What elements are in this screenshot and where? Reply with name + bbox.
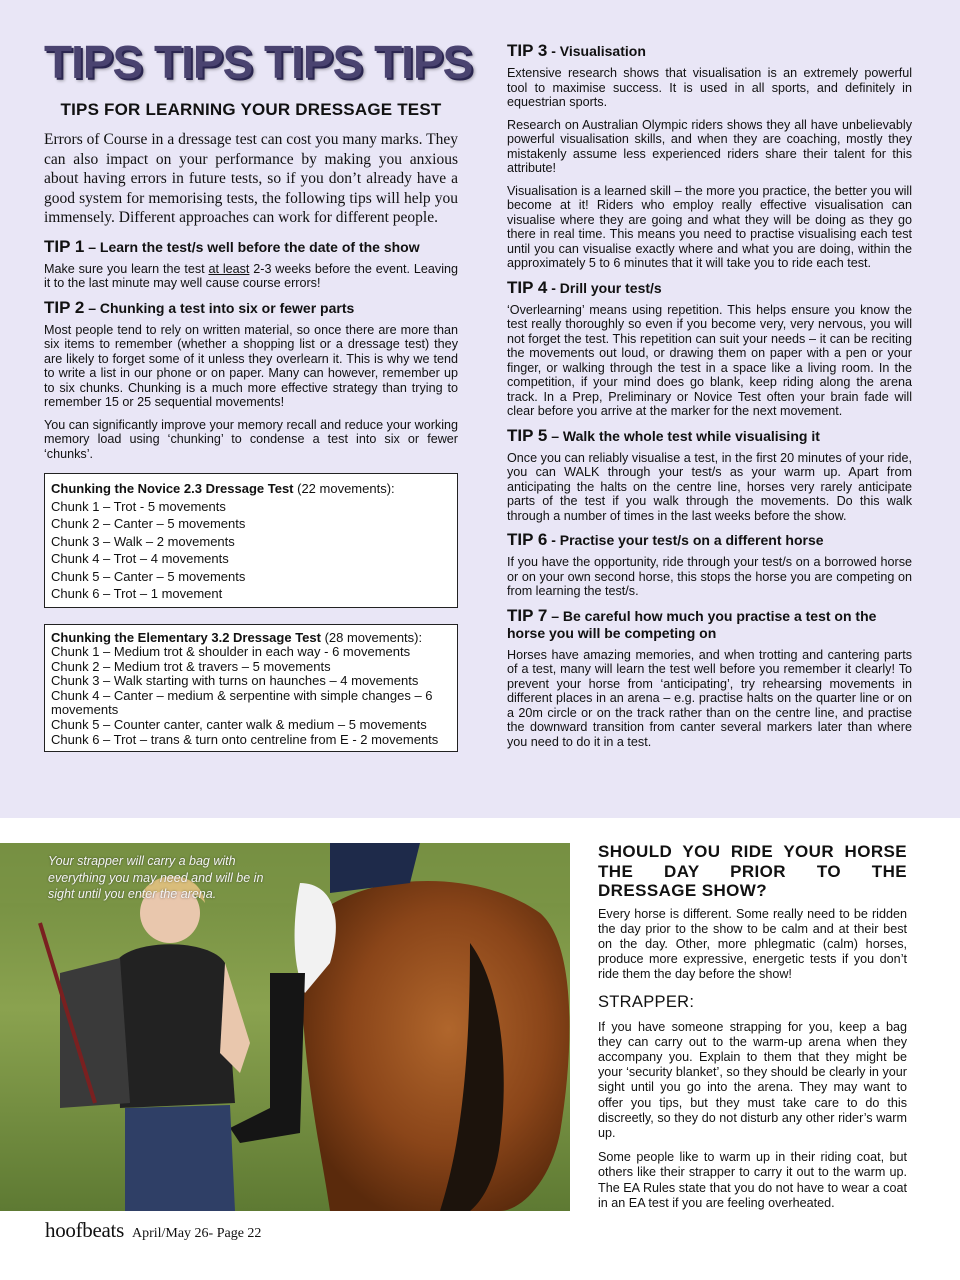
bottom-right-column [598,842,907,1220]
novice-box-title: Chunking the Novice 2.3 Dressage Test (22 movements): [51,481,395,496]
tip-3-paragraph: Extensive research shows that visualisation is an extremely powerful tool to maximise success. It is used in all sports, and definitely in equestrian sports. [507,66,912,109]
tip-3-heading: TIP 3 - Visualisation [507,41,646,60]
page-title: TIPS TIPS TIPS TIPS [44,36,473,88]
tip-2-paragraph: Most people tend to rely on written material, so once there are more than six items to remember (whether a shopping list or a dressage test) they are likely to forget some of it unless they overlearn it. This is why we tend to write a list in our phone or on paper. Many can however, remember up to six chunks. Chunking is a much more effective strategy than trying to remember 15 or 25 sequential movements! [44,322,458,409]
page-number: April/May 26- Page 22 [131,1226,262,1241]
section-subtitle: TIPS FOR LEARNING YOUR DRESSAGE TEST [60,100,442,119]
tip-6-heading: TIP 6 - Practise your test/s on a different horse [507,530,824,549]
tip-6-paragraph: If you have the opportunity, ride through your test/s on a borrowed horse or on your own second horse, this stops the horse you are competing on from learning the test/s. [507,555,912,598]
chunk-item: Chunk 4 – Canter – medium & serpentine with simple changes – 6 movements [51,687,433,718]
chunk-item: Chunk 6 – Trot – 1 movement [51,586,223,601]
tip-1-heading: TIP 1 – Learn the test/s well before the date of the show [44,236,420,256]
chunk-item: Chunk 1 – Trot - 5 movements [51,498,226,514]
elementary-chunk-box [44,624,458,753]
chunk-item: Chunk 3 – Walk starting with turns on haunches – 4 movements [51,673,419,689]
chunk-item: Chunk 2 – Medium trot & travers – 5 movements [51,658,331,674]
strapper-heading: STRAPPER: [598,992,695,1011]
tip-2-paragraph: You can significantly improve your memory recall and reduce your working memory load using ‘chunking’ to condense a test into six or fewer ‘chunks’. [44,417,458,461]
ride-day-before-body: Every horse is different. Some really need to be ridden the day prior to the show to be calm and at their best on the day. Other, more phlegmatic (calm) horses, produce more expressive, energetic tests if you don’t ride them the day before the show! [598,906,907,982]
tip-7-paragraph: Horses have amazing memories, and when trotting and cantering parts of a test, many will learn the test well before you remember it clearly! To prevent your horse from ‘anticipating’, try rehearsing movements in different places in an arena – e.g. practise halts on the quarter line or on a 20m circle or on the track rather than on the centre line, and practise the downward transition from canter several markers later than where you need to do it in a test. [507,647,912,749]
chunk-item: Chunk 4 – Trot – 4 movements [51,551,229,566]
tip-1-body: Make sure you learn the test at least 2-3 weeks before the event. Leaving it to the last minute may well cause course errors! [44,261,459,290]
intro-paragraph: Errors of Course in a dressage test can cost you many marks. They can also impact on your performance by making you anxious about having errors in future tests, so if you don’t already have a good system for memorising tests, the following tips will help you immensely. Different approaches can work for different people. [44,131,458,226]
ride-day-before-heading: SHOULD YOU RIDE YOUR HORSE THE DAY PRIOR TO THE DRESSAGE SHOW? [598,842,907,900]
page-footer [45,1218,261,1243]
chunk-item: Chunk 6 – Trot – trans & turn onto centreline from E - 2 movements [51,731,439,747]
chunk-item: Chunk 1 – Medium trot & shoulder in each way - 6 movements [51,644,411,660]
chunk-item: Chunk 2 – Canter – 5 movements [51,516,246,531]
tip-5-heading: TIP 5 – Walk the whole test while visualising it [507,425,820,445]
magazine-brand: hoofbeats [45,1218,124,1242]
tip-3-paragraph: Research on Australian Olympic riders shows they all have unbelievably powerful visualisation skills, and when they are coaching, mostly they mistakenly assume less experienced riders share their talent for this attribute! [507,117,912,175]
tip-5-paragraph: Once you can reliably visualise a test, in the first 20 minutes of your ride, you can WALK through your test/s as your warm up. Apart from anticipating the halts on the centre line, horses very rarely anticipate parts of the test if you walk through the movements. Do this walk through a number of times in the last weeks before the show. [507,450,912,523]
right-column [507,40,912,757]
tip-4-heading: TIP 4 - Drill your test/s [507,277,662,297]
chunk-item: Chunk 5 – Canter – 5 movements [51,568,246,584]
chunk-item: Chunk 3 – Walk – 2 movements [51,533,235,549]
photo-caption: Your strapper will carry a bag with everything you may need and will be in sight until you enter the arena. [48,854,264,901]
left-column [44,36,473,752]
strapper-paragraph: If you have someone strapping for you, keep a bag they can carry out to the warm-up arena when they accompany you. Explain to them that they might be your ‘security blanket’, so they should be clearly in your sight until you go into the arena. They may want to offer you tips, but they must take care to do this discreetly, so they do not disturb any other rider’s warm up. [598,1019,907,1140]
tip-7-heading: TIP 7 – Be careful how much you practise a test on the horse you will be competing on [507,605,877,641]
elementary-box-title: Chunking the Elementary 3.2 Dressage Test (28 movements): [51,629,423,645]
tip-4-paragraph: ‘Overlearning’ means using repetition. This helps ensure you know the test really thoroughly so even if you become very, very nervous, you will not forget the test. This repetition can suit your needs – it can be reciting the movements out loud, or drawing them on paper with a pen or your finger, or walking through the test in a space like a living room. In the competition, if your mind does go blank, keep riding along the arena track. In a Prep, Preliminary or Novice Test often your brain fade will clear before you arrive at the marker for the next movement. [507,302,912,418]
tip-2-heading: TIP 2 – Chunking a test into six or fewer parts [44,297,355,317]
tip-3-paragraph: Visualisation is a learned skill – the more you practice, the better you will become at it! Riders who employ really effective visualisation can visualise where they are going and what they will be doing as they go there in real time. This means you need to practise visualising each test until you can visualise exactly where and what you are doing, within the approximately 5 to 6 minutes that it will take you to ride each test. [507,183,912,270]
novice-chunk-box [44,473,458,608]
strapper-paragraph: Some people like to warm up in their riding coat, but others like their strapper to carry it out to the warm up. The EA Rules state that you do not have to wear a coat in an EA test if you are feeling overheated. [598,1150,907,1210]
chunk-item: Chunk 5 – Counter canter, canter walk & medium – 5 movements [51,717,427,733]
